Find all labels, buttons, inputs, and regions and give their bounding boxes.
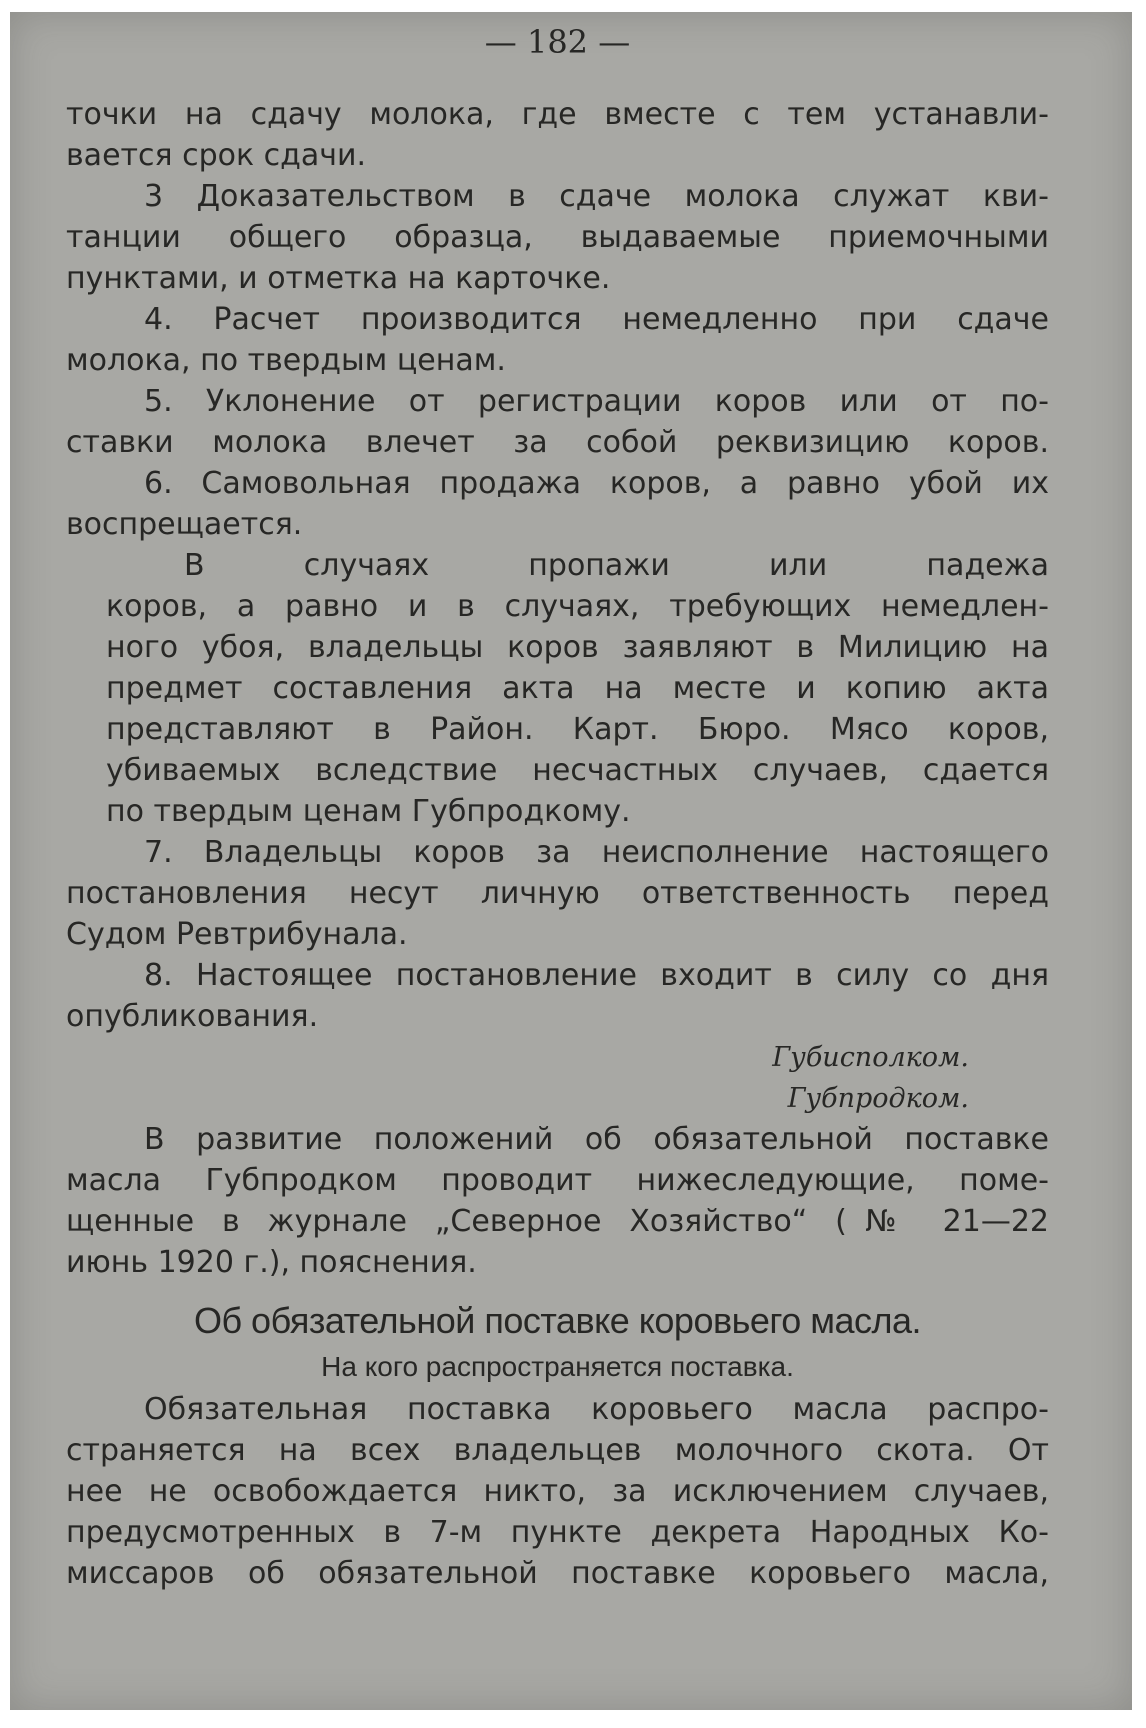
signature: Губисполком. (772, 1042, 969, 1073)
text-line: масла Губпродком проводит нижеследующие, поме- (66, 1163, 1049, 1198)
text-line: В развитие положений об обязательной поставке (144, 1122, 1049, 1157)
section-subheading: На кого распространяется поставка. (321, 1351, 794, 1382)
text-line: Обязательная поставка коровьего масла распро- (144, 1392, 1049, 1427)
text-line: 4. Расчет производится немедленно при сдаче (144, 302, 1049, 337)
text-line: воспрещается. (66, 507, 303, 542)
text-line: представляют в Район. Карт. Бюро. Мясо коров, (106, 712, 1049, 747)
text-line: точки на сдачу молока, где вместе с тем устанавли- (66, 97, 1049, 132)
text-line: предусмотренных в 7-м пункте декрета Народных Ко- (66, 1515, 1049, 1550)
text-line: вается срок сдачи. (66, 138, 366, 173)
page-text (66, 14, 1049, 1594)
text-line: 5. Уклонение от регистрации коров или от по- (144, 384, 1049, 419)
text-line: постановления несут личную ответственность перед (66, 876, 1049, 911)
text-line: 6. Самовольная продажа коров, а равно убой их (144, 466, 1049, 501)
text-line: пунктами, и отметка на карточке. (66, 261, 611, 296)
text-line: 7. Владельцы коров за неисполнение настоящего (144, 835, 1049, 870)
text-line: по твердым ценам Губпродкому. (106, 794, 631, 829)
text-line: коров, а равно и в случаях, требующих немедлен- (106, 589, 1049, 624)
text-line: Судом Ревтрибунала. (66, 917, 408, 952)
text-line: ставки молока влечет за собой реквизицию коров. (66, 425, 1049, 460)
page-number: — 182 — (484, 23, 631, 61)
text-line: 8. Настоящее постановление входит в силу со дня (144, 958, 1049, 993)
text-line: ного убоя, владельцы коров заявляют в Милицию на (106, 630, 1049, 665)
signature: Губпродком. (787, 1083, 969, 1114)
note-first-line (106, 545, 1049, 586)
text-line: убиваемых вследствие несчастных случаев, сдается (106, 753, 1049, 788)
text-line: нее не освобождается никто, за исключением случаев, (66, 1474, 1049, 1509)
text-line: танции общего образца, выдаваемые приемочными (66, 220, 1049, 255)
text-line: страняется на всех владельцев молочного скота. От (66, 1433, 1049, 1468)
text-line: молока, по твердым ценам. (66, 343, 506, 378)
text-line: опубликования. (66, 999, 319, 1034)
text-line: июнь 1920 г.), пояснения. (66, 1245, 477, 1280)
text-line: предмет составления акта на месте и копию акта (106, 671, 1049, 706)
text-line: щенные в журнале „Северное Хозяйство“ (№ 21—22 (66, 1204, 1049, 1239)
text-line: В случаях пропажи или падежа (184, 548, 1049, 583)
section-heading: Об обязательной поставке коровьего масла. (193, 1300, 922, 1341)
scan-edge (1132, 0, 1146, 1728)
text-line: миссаров об обязательной поставке коровьего масла, (66, 1556, 1049, 1591)
note-block (106, 545, 1049, 832)
text-line: 3 Доказательством в сдаче молока служат кви- (144, 179, 1049, 214)
